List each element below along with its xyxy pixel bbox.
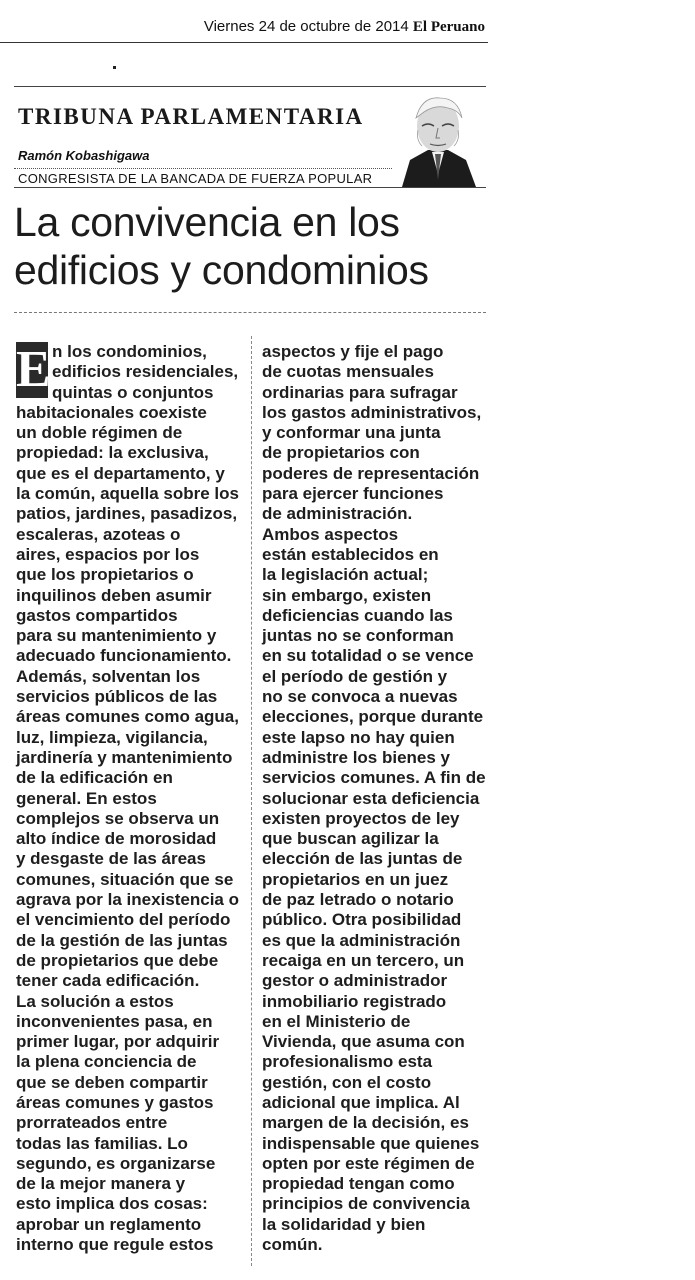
article-line: comunes, situación que se bbox=[16, 869, 234, 889]
article-line: aspectos y fije el pago bbox=[262, 342, 444, 361]
article-line: para ejercer funciones bbox=[262, 484, 444, 504]
article-line: que buscan agilizar la bbox=[262, 829, 439, 849]
article-line: común. bbox=[262, 1235, 323, 1255]
article-line: gastos compartidos bbox=[16, 605, 178, 625]
article-line: prorrateados entre bbox=[16, 1113, 168, 1133]
article-line: un doble régimen de bbox=[16, 423, 183, 443]
article-line: que es el departamento, y bbox=[16, 463, 225, 483]
byline-bottom-rule bbox=[14, 187, 486, 188]
article-line: inmobiliario registrado bbox=[262, 991, 447, 1011]
article-line: solucionar esta deficiencia bbox=[262, 788, 480, 808]
article-line: juntas no se conforman bbox=[262, 626, 454, 646]
article-line: áreas comunes y gastos bbox=[16, 1092, 214, 1112]
article-line: margen de la decisión, es bbox=[262, 1113, 469, 1133]
article-line: recaiga en un tercero, un bbox=[262, 950, 465, 970]
author-divider bbox=[14, 168, 392, 169]
article-line: en el Ministerio de bbox=[262, 1011, 411, 1031]
newspaper-name: El Peruano bbox=[412, 19, 485, 35]
article-line: primer lugar, por adquirir bbox=[16, 1032, 220, 1052]
article-line: de propietarios que debe bbox=[16, 950, 219, 970]
drop-cap: E bbox=[16, 341, 51, 398]
article-line: jardinería y mantenimiento bbox=[16, 747, 233, 767]
article-line: inquilinos deben asumir bbox=[16, 585, 212, 605]
article-line: luz, limpieza, vigilancia, bbox=[16, 727, 208, 747]
column-divider bbox=[251, 336, 252, 1266]
article-line: no se convoca a nuevas bbox=[262, 687, 458, 707]
article-line: servicios públicos de las bbox=[16, 687, 218, 707]
article-line: de cuotas mensuales bbox=[262, 362, 434, 382]
article-line: edificios residenciales, bbox=[52, 362, 239, 382]
article-line: gestión, con el costo bbox=[262, 1072, 432, 1092]
article-line: de paz letrado o notario bbox=[262, 890, 454, 910]
article-line: de la gestión de las juntas bbox=[16, 930, 228, 950]
article-line: patios, jardines, pasadizos, bbox=[16, 504, 238, 524]
article-line: el vencimiento del período bbox=[16, 910, 231, 930]
article-line: público. Otra posibilidad bbox=[262, 910, 462, 930]
article-line: elecciones, porque durante bbox=[262, 707, 484, 727]
article-line: que se deben compartir bbox=[16, 1072, 208, 1092]
headline-line-1: La convivencia en los bbox=[14, 199, 400, 245]
headline-divider bbox=[14, 312, 486, 313]
author-name: Ramón Kobashigawa bbox=[18, 148, 150, 163]
article-line: elección de las juntas de bbox=[262, 849, 463, 869]
article-line: de la mejor manera y bbox=[16, 1174, 186, 1194]
article-line: profesionalismo esta bbox=[262, 1052, 433, 1072]
article-line: Además, solventan los bbox=[16, 666, 201, 686]
headline-line-2: edificios y condominios bbox=[14, 247, 429, 293]
article-line: deficiencias cuando las bbox=[262, 605, 453, 625]
article-line: propietarios en un juez bbox=[262, 869, 449, 889]
article-line: esto implica dos cosas: bbox=[16, 1194, 208, 1214]
article-line: la solidaridad y bien bbox=[262, 1214, 426, 1234]
article-line: están establecidos en bbox=[262, 544, 439, 564]
article-line: n los condominios, bbox=[52, 342, 207, 361]
article-line: la plena conciencia de bbox=[16, 1052, 197, 1072]
article-line: complejos se observa un bbox=[16, 808, 220, 828]
article-line: y desgaste de las áreas bbox=[16, 849, 206, 869]
article-line: servicios comunes. A fin de bbox=[262, 768, 486, 788]
article-line: aires, espacios por los bbox=[16, 544, 200, 564]
article-line: interno que regule estos bbox=[16, 1235, 214, 1255]
article-line: propiedad tengan como bbox=[262, 1174, 455, 1194]
page-header bbox=[190, 18, 485, 36]
article-column-1 bbox=[16, 342, 244, 1255]
article-line: el período de gestión y bbox=[262, 666, 448, 686]
article-line: escaleras, azoteas o bbox=[16, 524, 181, 544]
header-date: Viernes 24 de octubre de 2014 bbox=[203, 18, 409, 35]
article-headline bbox=[14, 198, 494, 294]
article-line: de administración. bbox=[262, 504, 413, 524]
article-line: indispensable que quienes bbox=[262, 1133, 480, 1153]
article-line: opten por este régimen de bbox=[262, 1153, 475, 1173]
article-line: adecuado funcionamiento. bbox=[16, 646, 232, 666]
article-line: este lapso no hay quien bbox=[262, 727, 455, 747]
article-line: segundo, es organizarse bbox=[16, 1153, 216, 1173]
article-line: existen proyectos de ley bbox=[262, 808, 460, 828]
article-line: propiedad: la exclusiva, bbox=[16, 443, 209, 463]
section-title: TRIBUNA PARLAMENTARIA bbox=[18, 104, 364, 129]
article-line: para su mantenimiento y bbox=[16, 626, 217, 646]
article-line: principios de convivencia bbox=[262, 1194, 470, 1214]
article-line: inconvenientes pasa, en bbox=[16, 1011, 213, 1031]
article-line: alto índice de morosidad bbox=[16, 829, 217, 849]
article-line: habitacionales coexiste bbox=[16, 402, 207, 422]
article-line: Vivienda, que asuma con bbox=[262, 1032, 465, 1052]
print-speck bbox=[113, 66, 116, 69]
article-line: aprobar un reglamento bbox=[16, 1214, 202, 1234]
article-line: poderes de representación bbox=[262, 463, 480, 483]
article-line: la común, aquella sobre los bbox=[16, 484, 239, 504]
author-role: CONGRESISTA DE LA BANCADA DE FUERZA POPULAR bbox=[18, 171, 373, 186]
article-column-2 bbox=[262, 342, 494, 1255]
article-line: en su totalidad o se vence bbox=[262, 646, 474, 666]
article-line: los gastos administrativos, bbox=[262, 402, 482, 422]
section-top-rule bbox=[14, 86, 486, 87]
article-line: quintas o conjuntos bbox=[52, 382, 214, 402]
article-line: de la edificación en bbox=[16, 768, 173, 788]
article-line: áreas comunes como agua, bbox=[16, 707, 239, 727]
article-line: La solución a estos bbox=[16, 991, 174, 1011]
article-line: administre los bienes y bbox=[262, 747, 451, 767]
header-rule bbox=[0, 42, 488, 43]
article-line: ordinarias para sufragar bbox=[262, 382, 458, 402]
article-line: tener cada edificación. bbox=[16, 971, 200, 991]
author-portrait bbox=[392, 90, 484, 187]
article-line: todas las familias. Lo bbox=[16, 1133, 188, 1153]
article-line: adicional que implica. Al bbox=[262, 1092, 460, 1112]
article-line: gestor o administrador bbox=[262, 971, 448, 991]
article-line: general. En estos bbox=[16, 788, 157, 808]
article-line: Ambos aspectos bbox=[262, 524, 399, 544]
article-line: sin embargo, existen bbox=[262, 585, 432, 605]
article-line: de propietarios con bbox=[262, 443, 420, 463]
article-line: que los propietarios o bbox=[16, 565, 194, 585]
article-line: agrava por la inexistencia o bbox=[16, 890, 239, 910]
article-line: y conformar una junta bbox=[262, 423, 441, 443]
article-line: la legislación actual; bbox=[262, 565, 429, 585]
article-line: es que la administración bbox=[262, 930, 461, 950]
